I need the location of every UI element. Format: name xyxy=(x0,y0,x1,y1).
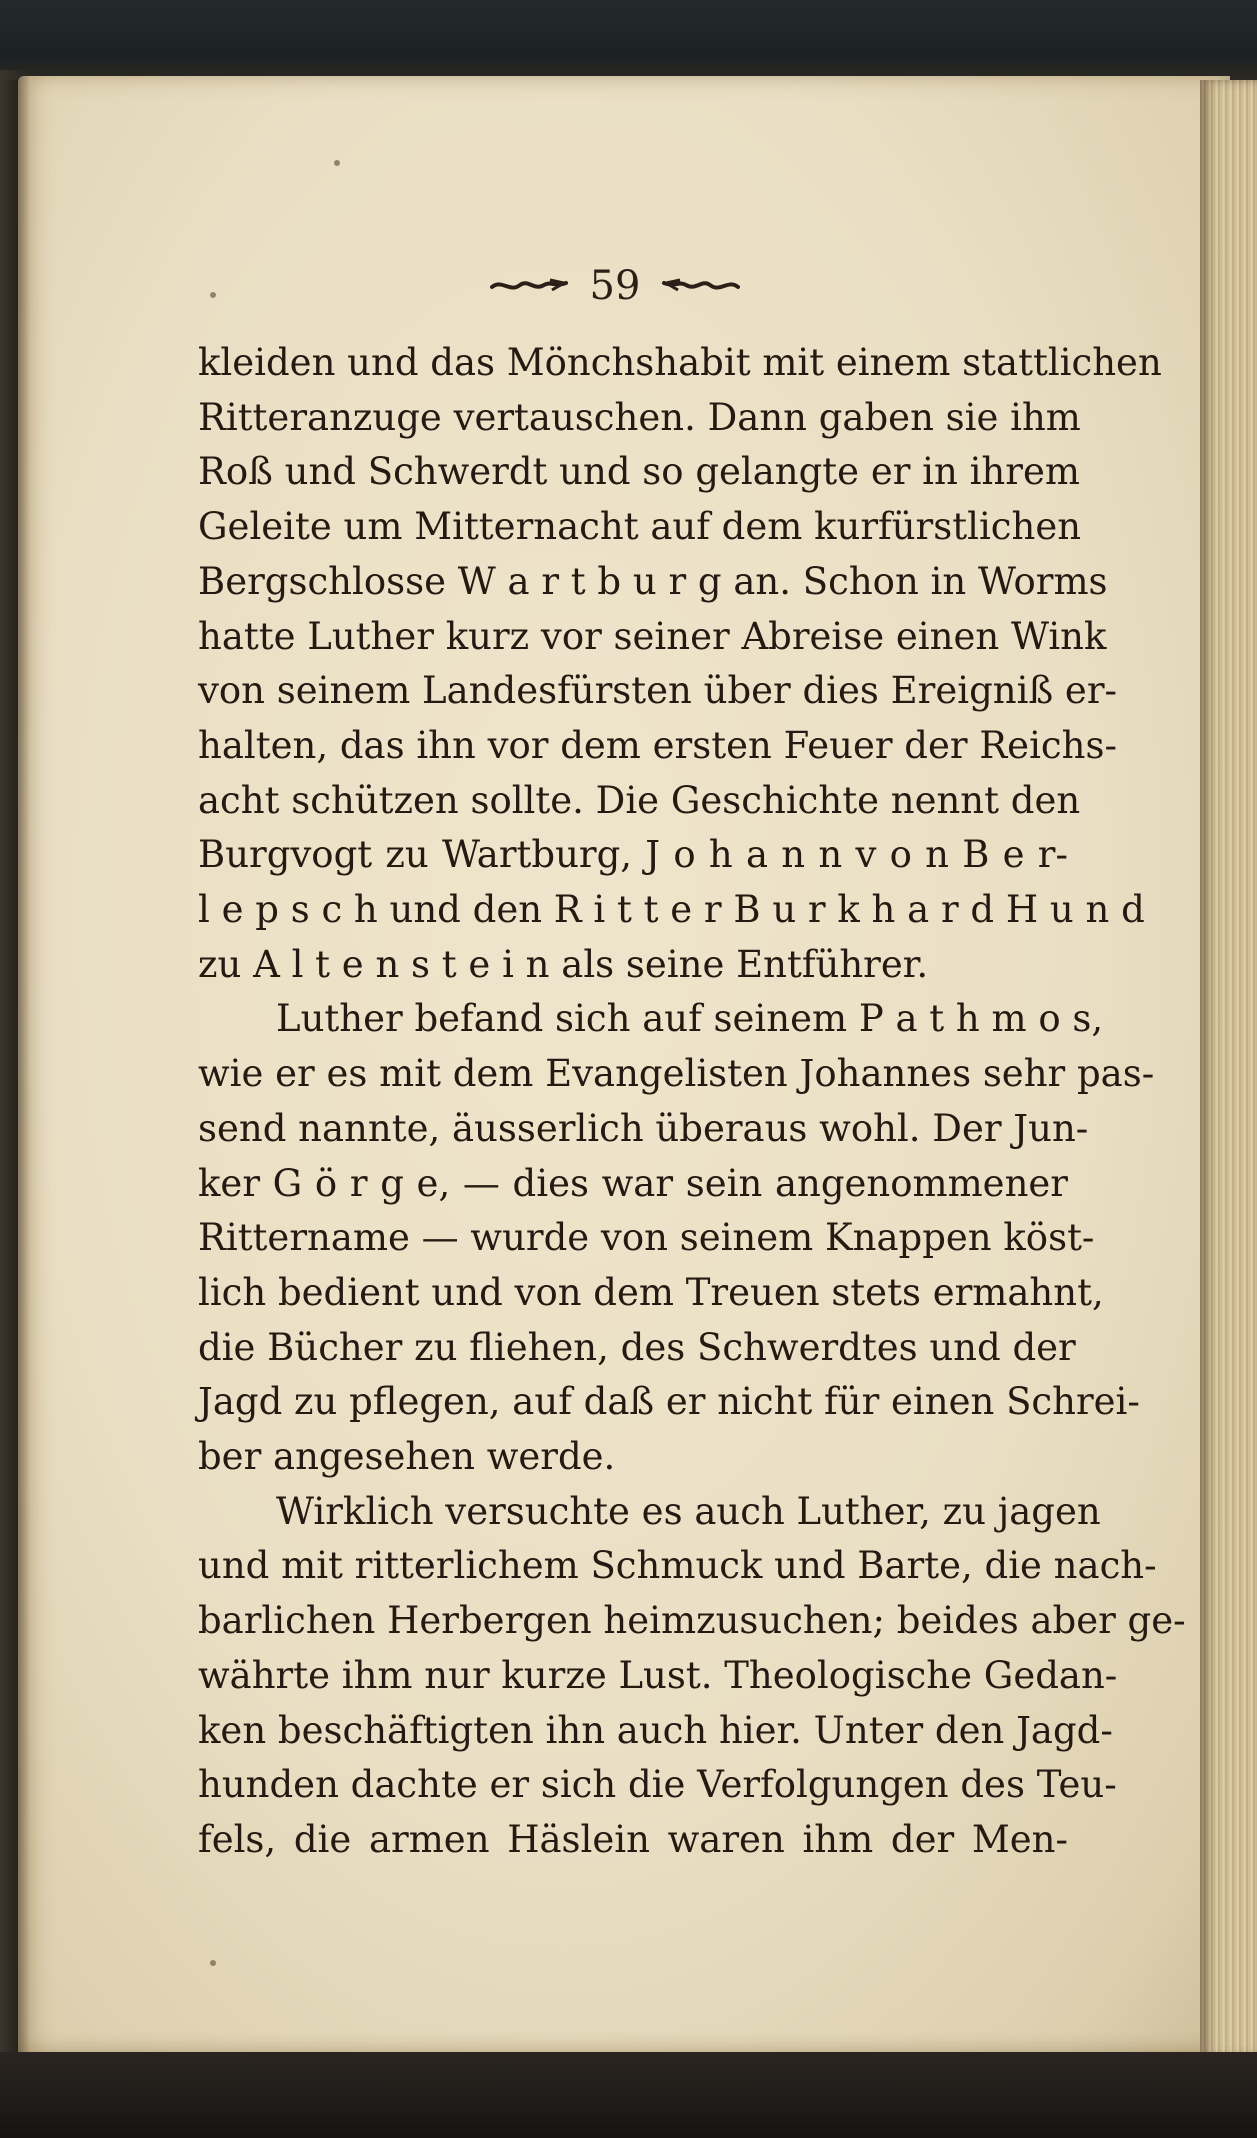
text-line: halten, das ihn vor dem ersten Feuer der Reichs- xyxy=(198,723,1117,767)
page-edges xyxy=(1200,80,1257,2056)
text-line: wie er es mit dem Evangelisten Johannes sehr pas- xyxy=(198,1052,1155,1096)
text-line: barlichen Herbergen heimzusuchen; beides aber ge- xyxy=(198,1599,1186,1643)
text-line: ker G ö r g e, — dies war sein angenommener xyxy=(198,1161,1068,1205)
text-line: Geleite um Mitternacht auf dem kurfürstlichen xyxy=(198,505,1082,549)
text-line: die Bücher zu fliehen, des Schwerdtes und der xyxy=(198,1325,1076,1369)
text-line: send nannte, äusserlich überaus wohl. Der Jun- xyxy=(198,1106,1089,1150)
scan-background-top xyxy=(0,0,1257,80)
text-line: hunden dachte er sich die Verfolgungen des Teu- xyxy=(198,1763,1117,1807)
paper-speck xyxy=(210,292,216,298)
text-line: Ritteranzuge vertauschen. Dann gaben sie ihm xyxy=(198,395,1081,439)
text-line: ber angesehen werde. xyxy=(198,1435,616,1479)
text-line: acht schützen sollte. Die Geschichte nennt den xyxy=(198,778,1081,822)
text-line: von seinem Landesfürsten über dies Ereigniß er- xyxy=(198,669,1118,713)
text-line: fels, die armen Häslein waren ihm der Men- xyxy=(198,1817,1068,1861)
text-line: Rittername — wurde von seinem Knappen köst- xyxy=(198,1216,1095,1260)
text-line: ken beschäftigten ihn auch hier. Unter den Jagd- xyxy=(198,1708,1113,1752)
text-line: Roß und Schwerdt und so gelangte er in ihrem xyxy=(198,450,1080,494)
spine-shadow xyxy=(0,70,30,2060)
page-header xyxy=(460,256,770,316)
text-line: und mit ritterlichem Schmuck und Barte, die nach- xyxy=(198,1544,1157,1588)
text-line: Burgvogt zu Wartburg, J o h a n n v o n B e r- xyxy=(198,833,1068,877)
text-line: Bergschlosse W a r t b u r g an. Schon in Worms xyxy=(198,559,1108,603)
body-text xyxy=(198,336,1186,1868)
left-ornament-icon xyxy=(490,275,568,297)
text-line: l e p s c h und den R i t t e r B u r k h a r d H u n d xyxy=(198,888,1145,932)
scan-background-bottom xyxy=(0,2052,1257,2138)
paper-speck xyxy=(334,160,340,166)
text-line: hatte Luther kurz vor seiner Abreise einen Wink xyxy=(198,614,1107,658)
text-line: Wirklich versuchte es auch Luther, zu jagen xyxy=(276,1489,1101,1533)
text-line: Jagd zu pflegen, auf daß er nicht für einen Schrei- xyxy=(198,1380,1140,1424)
text-line: zu A l t e n s t e i n als seine Entführer. xyxy=(198,942,929,986)
paper-speck xyxy=(210,1960,216,1966)
text-line: Luther befand sich auf seinem P a t h m o s, xyxy=(276,997,1104,1041)
page-number: 59 xyxy=(589,263,641,309)
text-line: währte ihm nur kurze Lust. Theologische Gedan- xyxy=(198,1653,1118,1697)
text-line: kleiden und das Mönchshabit mit einem stattlichen xyxy=(198,341,1162,384)
right-ornament-icon xyxy=(662,275,740,297)
text-line: lich bedient und von dem Treuen stets ermahnt, xyxy=(198,1270,1104,1314)
